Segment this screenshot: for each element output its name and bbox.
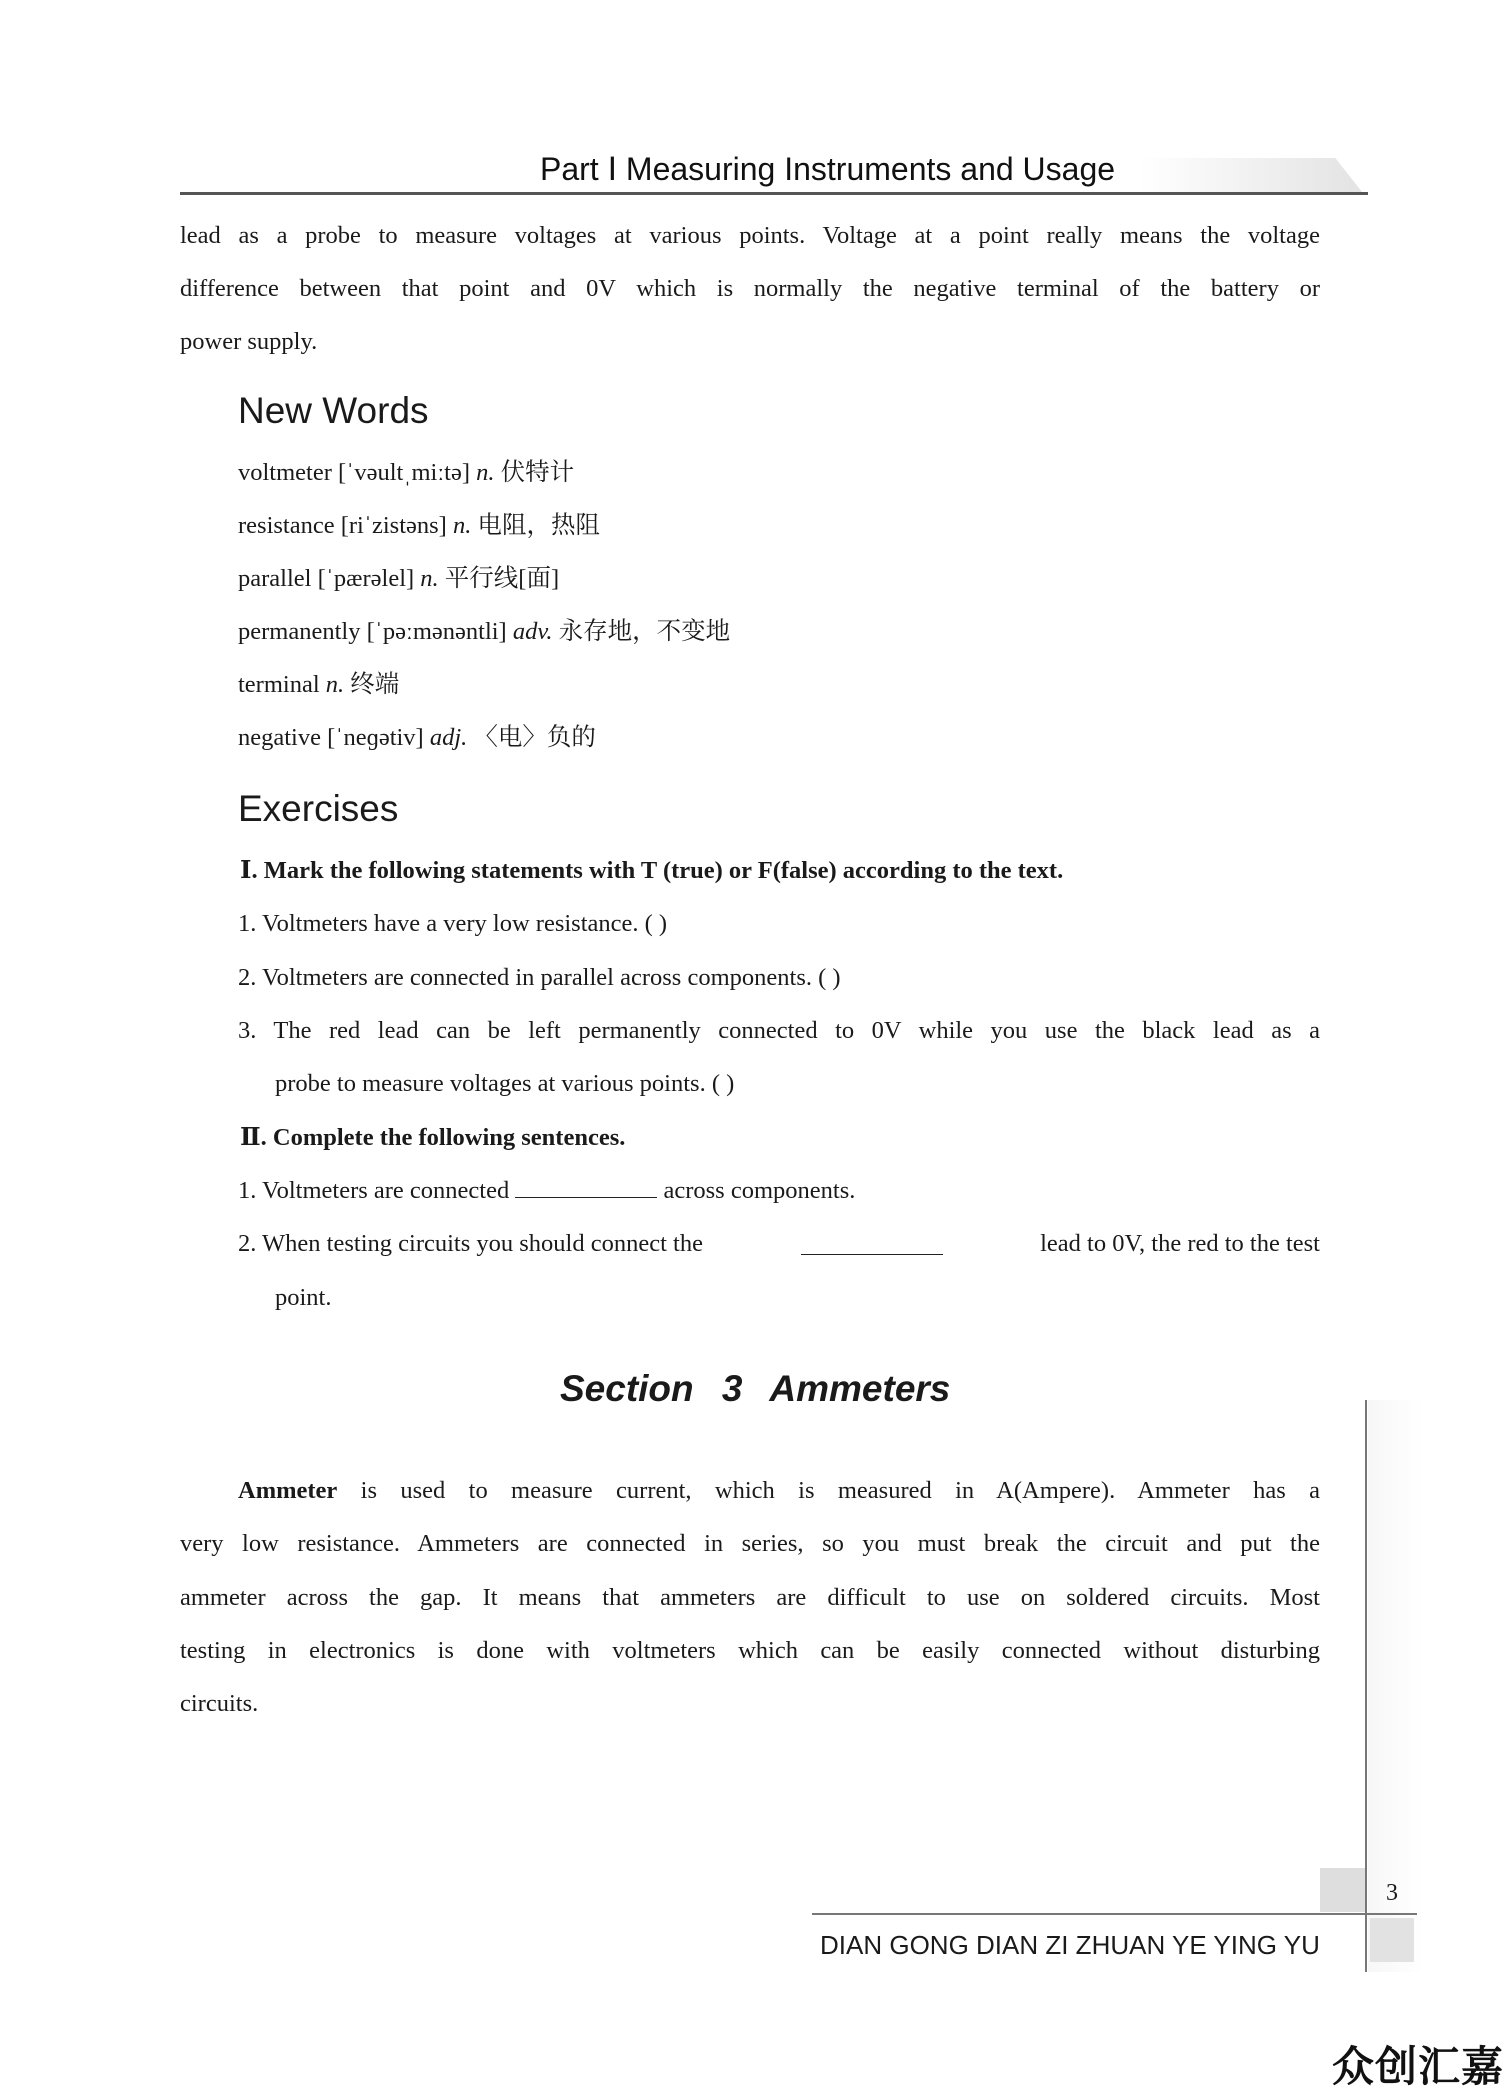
vocab-meaning: 平行线[面] <box>444 565 560 592</box>
vocab-pos: n. <box>420 565 439 592</box>
answer-blank[interactable] <box>801 1234 943 1255</box>
question-text: lead to 0V, the red to the test <box>1040 1230 1320 1257</box>
vocab-item <box>238 563 559 595</box>
exercise-2-question-1 <box>238 1175 855 1207</box>
exercise-2-instruction: Ⅱ. Complete the following sentences. <box>240 1124 626 1151</box>
footer-vertical-rule <box>1365 1400 1367 1972</box>
page-number: 3 <box>1386 1880 1398 1906</box>
exercise-2-question-2-line-2: point. <box>275 1284 332 1311</box>
exercise-1-instruction: Ⅰ. Mark the following statements with T (true) or F(false) according to the text. <box>240 857 1064 884</box>
footer-box <box>1370 1918 1414 1962</box>
vocab-item <box>238 616 730 648</box>
vocab-meaning: 伏特计 <box>500 459 575 486</box>
vocab-pos: n. <box>325 671 345 698</box>
vocab-pos: n. <box>452 512 472 539</box>
watermark-logo: 众创汇嘉 <box>1331 2043 1504 2090</box>
exercise-1-question-3-line-2: probe to measure voltages at various points. ( ) <box>275 1070 735 1097</box>
exercise-2-question-2 <box>238 1228 1320 1260</box>
header-shade <box>1140 158 1362 192</box>
exercise-1-question-2: 2. Voltmeters are connected in parallel across components. ( ) <box>238 964 841 991</box>
vocab-pos: adv. <box>512 618 553 645</box>
vocab-item <box>238 457 574 489</box>
section-paragraph-line-1 <box>238 1475 1320 1507</box>
vocab-phonetic: [ˈneɡətiv] <box>327 724 424 751</box>
running-header-title: Part Ⅰ Measuring Instruments and Usage <box>540 151 1116 187</box>
new-words-heading: New Words <box>238 390 429 431</box>
vocab-word: voltmeter <box>238 459 332 486</box>
vocab-phonetic: [ˈpærəlel] <box>317 565 415 592</box>
vocab-meaning: 〈电〉负的 <box>473 724 596 751</box>
exercises-heading: Exercises <box>238 788 399 829</box>
vocab-word: negative <box>238 724 321 751</box>
question-text: 1. Voltmeters are connected <box>238 1177 510 1204</box>
section-paragraph-line-2: very low resistance. Ammeters are connected in series, so you must break the circuit and put the <box>180 1530 1320 1557</box>
vocab-word: terminal <box>238 671 320 698</box>
intro-line-2: difference between that point and 0V which is normally the negative terminal of the battery or <box>180 275 1320 302</box>
section-title: Section 3 Ammeters <box>560 1368 951 1409</box>
question-text: 2. When testing circuits you should connect the <box>238 1230 703 1257</box>
vocab-phonetic: [ˈpəːmənəntli] <box>366 618 507 645</box>
vocab-word: resistance <box>238 512 335 539</box>
vocab-phonetic: [riˈzistəns] <box>340 512 447 539</box>
intro-line-3: power supply. <box>180 328 318 355</box>
vocab-meaning: 电阻，热阻 <box>477 512 600 539</box>
vocab-word: permanently <box>238 618 361 645</box>
footer-book-title: DIAN GONG DIAN ZI ZHUAN YE YING YU <box>820 1930 1320 1960</box>
intro-line-1: lead as a probe to measure voltages at various points. Voltage at a point really means the voltage <box>180 222 1320 249</box>
footer-box <box>1320 1868 1365 1912</box>
question-text: across components. <box>663 1177 856 1204</box>
vocab-phonetic: [ˈvəultˌmiːtə] <box>338 459 470 486</box>
vocab-item <box>238 722 596 754</box>
vocab-pos: n. <box>476 459 495 486</box>
section-bold-term: Ammeter <box>238 1477 338 1504</box>
vocab-item <box>238 669 399 701</box>
vocab-meaning: 永存地，不变地 <box>558 618 731 645</box>
exercise-1-question-1: 1. Voltmeters have a very low resistance. ( ) <box>238 910 668 937</box>
footer-rule <box>812 1913 1417 1915</box>
vocab-word: parallel <box>238 565 312 592</box>
section-line-text: is used to measure current, which is measured in A(Ampere). Ammeter has a <box>337 1477 1320 1504</box>
vocab-meaning: 终端 <box>350 671 400 698</box>
answer-blank[interactable] <box>515 1177 657 1198</box>
exercise-1-question-3-line-1: 3. The red lead can be left permanently connected to 0V while you use the black lead as a <box>238 1017 1320 1044</box>
vocab-pos: adj. <box>429 724 468 751</box>
section-paragraph-line-5: circuits. <box>180 1690 259 1717</box>
section-paragraph-line-4: testing in electronics is done with voltmeters which can be easily connected without disturbing <box>180 1637 1320 1664</box>
header-rule <box>180 192 1368 195</box>
vocab-item <box>238 510 600 542</box>
section-paragraph-line-3: ammeter across the gap. It means that ammeters are difficult to use on soldered circuits. Most <box>180 1584 1320 1611</box>
